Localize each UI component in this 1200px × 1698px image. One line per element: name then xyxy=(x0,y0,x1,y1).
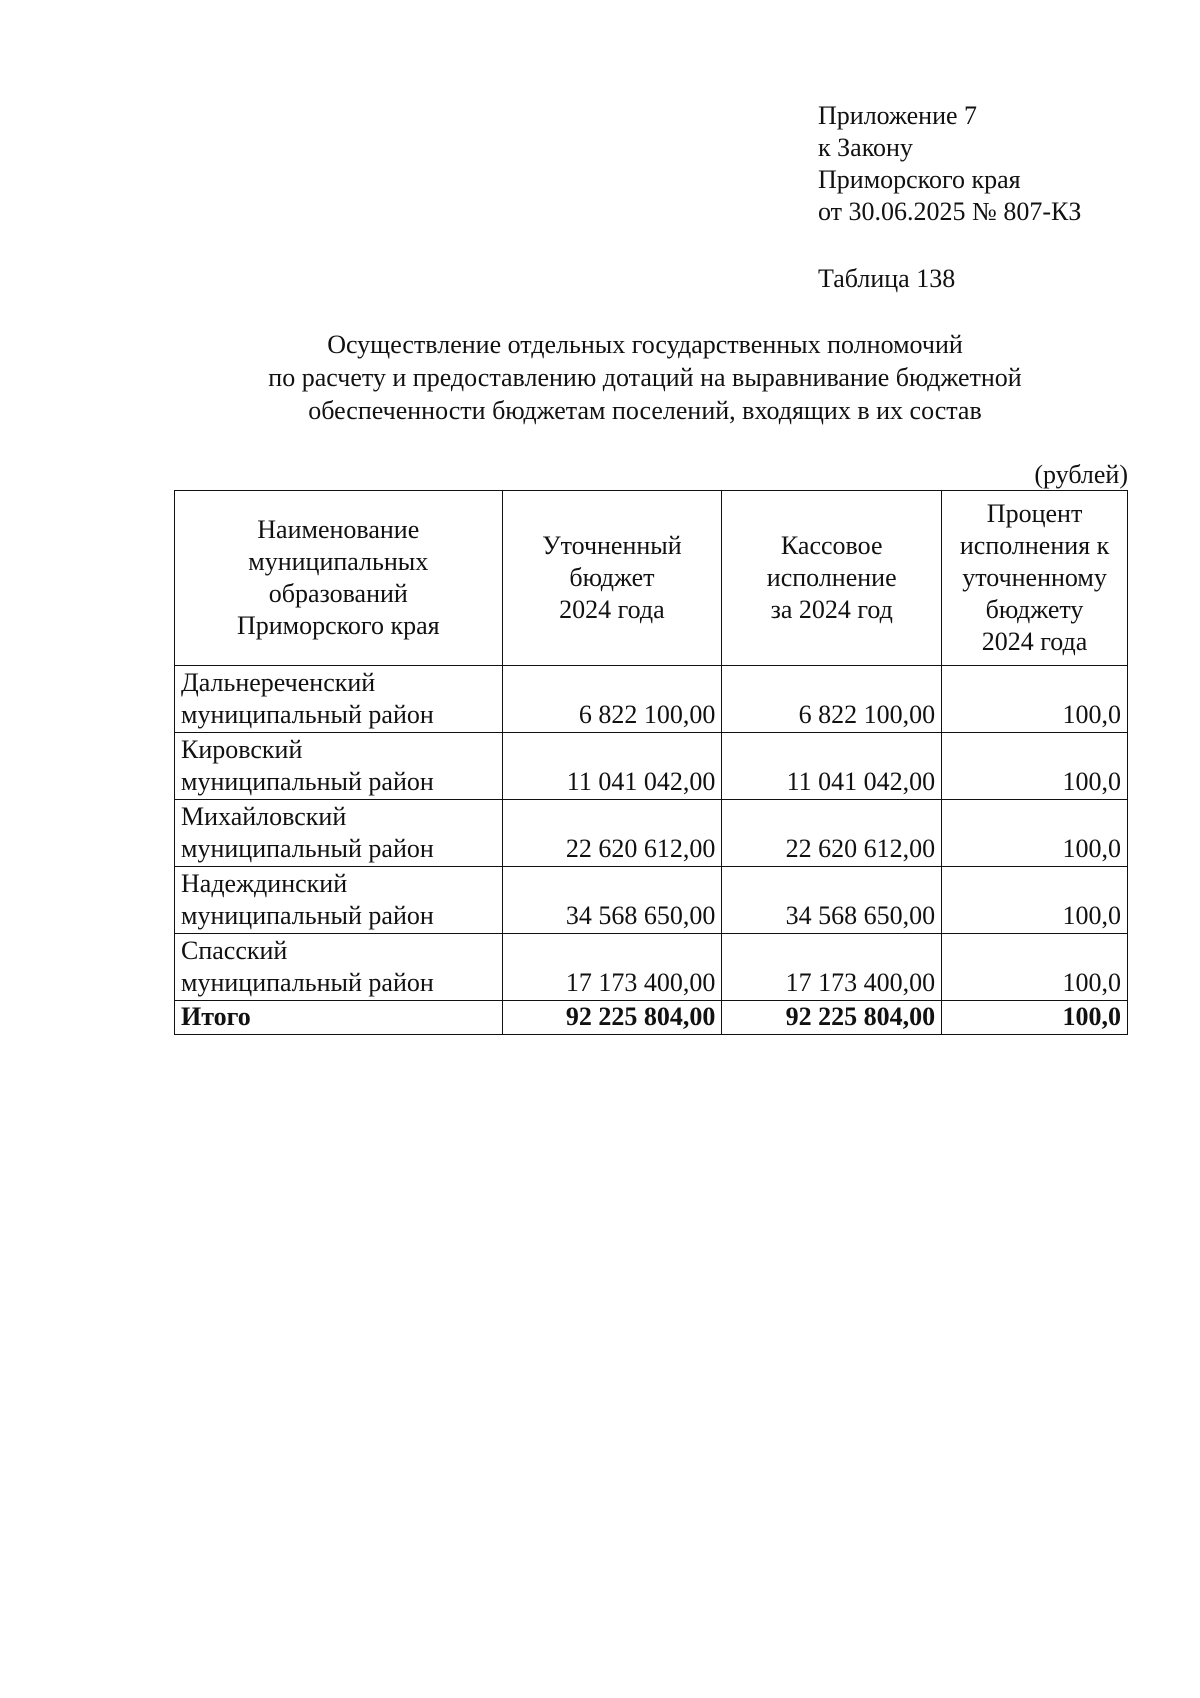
percent-value: 100,0 xyxy=(942,733,1128,800)
percent-value: 100,0 xyxy=(942,666,1128,733)
unit-label: (рублей) xyxy=(1034,460,1128,489)
attachment-line: Приморского края xyxy=(818,165,1021,194)
municipality-name: Кировский муниципальный район xyxy=(175,733,503,800)
total-execution-value: 92 225 804,00 xyxy=(722,1001,942,1035)
execution-value: 6 822 100,00 xyxy=(722,666,942,733)
municipality-name: Надеждинский муниципальный район xyxy=(175,867,503,934)
budget-table xyxy=(174,490,1128,1035)
attachment-line: к Закону xyxy=(818,133,913,162)
table-row xyxy=(175,666,1128,733)
percent-value: 100,0 xyxy=(942,867,1128,934)
attachment-line: Приложение 7 xyxy=(818,101,978,130)
title-line: по расчету и предоставлению дотаций на выравнивание бюджетной xyxy=(268,363,1022,392)
municipality-name: Дальнереченский муниципальный район xyxy=(175,666,503,733)
budget-value: 17 173 400,00 xyxy=(502,934,722,1001)
total-budget-value: 92 225 804,00 xyxy=(502,1001,722,1035)
attachment-line: от 30.06.2025 № 807-КЗ xyxy=(818,197,1082,226)
table-number: Таблица 138 xyxy=(818,264,956,293)
budget-value: 11 041 042,00 xyxy=(502,733,722,800)
title-line: обеспеченности бюджетам поселений, входящих в их состав xyxy=(308,396,982,425)
percent-value: 100,0 xyxy=(942,800,1128,867)
budget-value: 6 822 100,00 xyxy=(502,666,722,733)
total-percent-value: 100,0 xyxy=(942,1001,1128,1035)
title-line: Осуществление отдельных государственных полномочий xyxy=(327,330,963,359)
header-budget: Уточненный бюджет 2024 года xyxy=(502,491,722,666)
header-execution: Кассовое исполнение за 2024 год xyxy=(722,491,942,666)
header-municipality: Наименование муниципальных образований Приморского края xyxy=(175,491,503,666)
table-row xyxy=(175,867,1128,934)
execution-value: 11 041 042,00 xyxy=(722,733,942,800)
execution-value: 34 568 650,00 xyxy=(722,867,942,934)
percent-value: 100,0 xyxy=(942,934,1128,1001)
attachment-header xyxy=(818,100,1081,228)
document-title xyxy=(160,328,1130,427)
total-row xyxy=(175,1001,1128,1035)
table-row xyxy=(175,934,1128,1001)
execution-value: 22 620 612,00 xyxy=(722,800,942,867)
table-row xyxy=(175,733,1128,800)
municipality-name: Спасский муниципальный район xyxy=(175,934,503,1001)
budget-value: 22 620 612,00 xyxy=(502,800,722,867)
table-row xyxy=(175,800,1128,867)
execution-value: 17 173 400,00 xyxy=(722,934,942,1001)
header-percent: Процент исполнения к уточненному бюджету 2024 года xyxy=(942,491,1128,666)
municipality-name: Михайловский муниципальный район xyxy=(175,800,503,867)
table-header-row xyxy=(175,491,1128,666)
total-label: Итого xyxy=(175,1001,503,1035)
budget-value: 34 568 650,00 xyxy=(502,867,722,934)
